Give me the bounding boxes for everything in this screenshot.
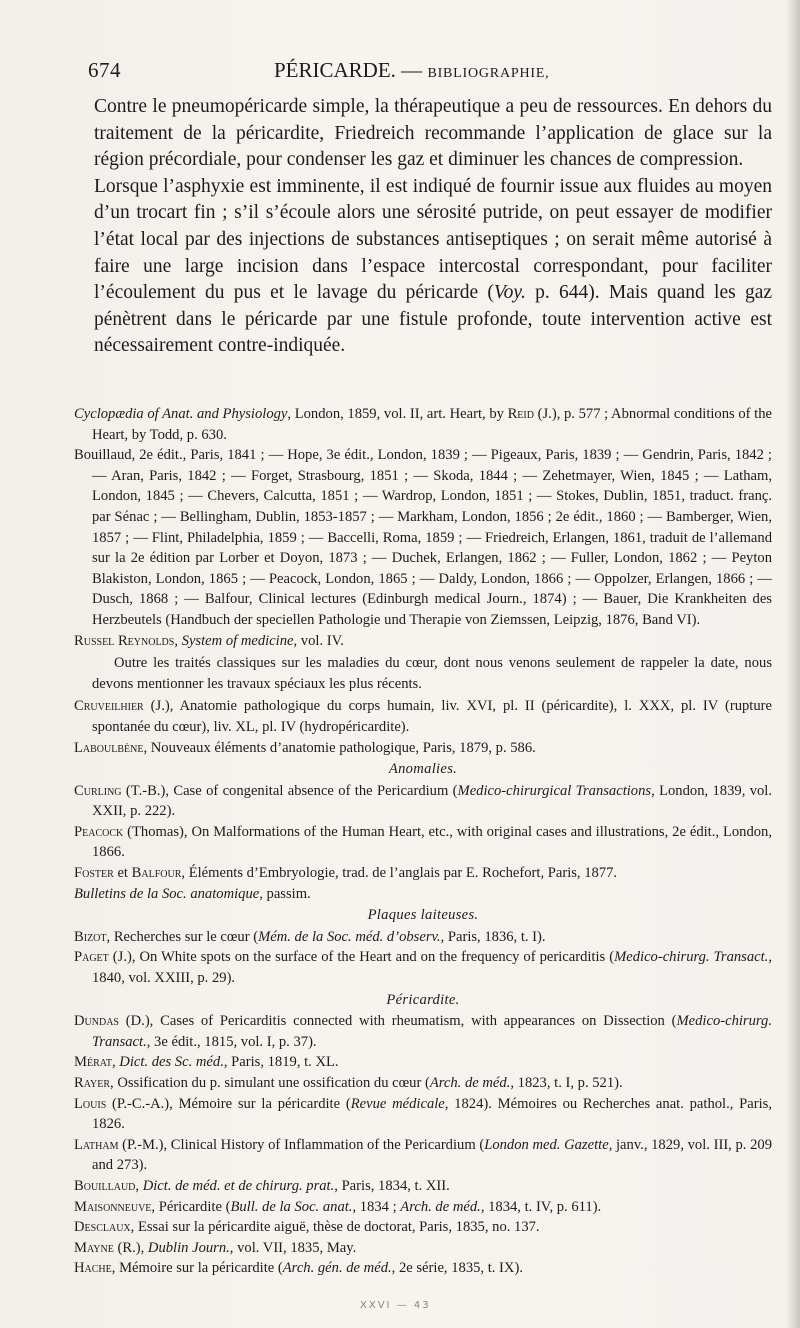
ref-author: Balfour xyxy=(131,865,182,882)
ref-bouillaud: Bouillaud, Dict. de méd. et de chirurg. prat., Paris, 1834, t. XII. xyxy=(74,1177,450,1194)
ref-title: Arch. de méd. xyxy=(429,1075,511,1091)
ref-title: London med. Gazette xyxy=(484,1136,609,1153)
ref-text: , passim. xyxy=(259,885,311,902)
ref-text: (D.), Cases of Pericarditis connected with rheumatism, with appearances on Dissection ( xyxy=(119,1013,677,1030)
ref-author: Hache xyxy=(74,1260,112,1277)
ref-author: Laboulbène xyxy=(74,739,144,756)
paragraph-2 xyxy=(94,174,772,360)
ref-author: Maisonneuve xyxy=(74,1198,152,1215)
section-heading-plaques: Plaques laiteuses. xyxy=(367,907,479,924)
ref-title: Dublin Journ. xyxy=(147,1239,230,1256)
ref-text: , 2e série, 1835, t. IX). xyxy=(391,1260,523,1277)
ref-author: Russel Reynolds xyxy=(74,632,175,649)
running-title-main: PÉRICARDE. — xyxy=(274,58,423,82)
ref-title: Cyclopædia of Anat. and Physiology xyxy=(74,406,288,422)
ref-latham xyxy=(74,1135,772,1176)
running-title-sub: BIBLIOGRAPHIE, xyxy=(427,66,550,81)
ref-text: , Nouveaux éléments d’anatomie pathologique, Paris, 1879, p. 586. xyxy=(143,739,536,756)
ref-text: (R.), xyxy=(113,1239,148,1256)
page-number: 674 xyxy=(88,58,121,82)
ref-title: Arch. de méd. xyxy=(400,1198,481,1215)
ref-author: Mayne xyxy=(74,1239,114,1256)
ref-text: , Mémoire sur la péricardite ( xyxy=(111,1260,283,1277)
ref-text: , 1824). Mémoires ou Recherches anat. pathol., Paris, 1826. xyxy=(92,1095,773,1133)
section-heading-anomalies: Anomalies. xyxy=(388,761,458,778)
ref-text: (P.-C.-A.), Mémoire sur la péricardite ( xyxy=(106,1095,351,1112)
ref-author: Bouillaud xyxy=(74,1177,136,1194)
running-header xyxy=(86,58,742,84)
ref-text: , vol. VII, 1835, May. xyxy=(229,1239,357,1256)
paragraph-2-voy: Voy. xyxy=(493,282,526,304)
ref-mayne xyxy=(74,1238,772,1259)
ref-paget xyxy=(74,947,772,988)
ref-text: (P.-M.), Clinical History of Inflammation of the Pericardium ( xyxy=(118,1136,485,1153)
ref-text: , janv., 1829, vol. III, p. 209 and 273). xyxy=(92,1136,772,1174)
ref-text: , 1840, vol. XXIII, p. 29). xyxy=(92,949,772,987)
ref-rayer xyxy=(74,1073,772,1094)
ref-author: Dundas xyxy=(74,1013,119,1030)
ref-title: Medico-chirurg. Transact. xyxy=(92,1013,772,1050)
ref-title: System of medicine xyxy=(181,632,294,649)
ref-title: Medico-chirurgical Transactions xyxy=(457,782,652,799)
ref-text: (J.), Anatomie pathologique du corps humain, liv. XVI, pl. II (péricardite), l. XXX, pl. IV (rupture spontanée du cœur), liv. XL, pl. IV (hydropéricardite). xyxy=(92,698,772,735)
ref-desclaux xyxy=(74,1217,772,1238)
ref-curling xyxy=(74,781,772,822)
ref-title: Arch. gén. de méd. xyxy=(282,1260,392,1277)
ref-reynolds: Russel Reynolds, System of medicine, vol. IV. xyxy=(74,632,344,649)
paragraph-1: Contre le pneumopéricarde simple, la thérapeutique a peu de ressources. En dehors du traitement de la péricardite, Friedreich recommande l’application de glace sur la région précordiale, pour condenser les gaz et diminuer les chances de compression. xyxy=(94,96,772,171)
ref-text: , vol. IV. xyxy=(293,632,344,649)
ref-text: , 1834, t. IV, p. 611). xyxy=(480,1198,602,1215)
ref-text: , Recherches sur le cœur ( xyxy=(106,928,259,945)
ref-title: Dict. des Sc. méd. xyxy=(119,1054,224,1071)
ref-text: (Thomas), On Malformations of the Human Heart, etc., with original cases and illustrations, 2e édit., London, 1866. xyxy=(92,823,772,861)
signature-mark: XXVI — 43 xyxy=(360,1300,431,1311)
ref-text: , Essai sur la péricardite aiguë, thèse de doctorat, Paris, 1835, no. 137. xyxy=(130,1219,540,1236)
ref-text: et xyxy=(113,865,132,882)
ref-cyclopaedia xyxy=(74,404,772,445)
running-title xyxy=(274,58,549,83)
ref-text: (J.), p. 577 ; Abnormal conditions of the Heart, by Todd, p. 630. xyxy=(92,406,773,443)
ref-title: Bulletins de la Soc. anatomique xyxy=(74,885,260,902)
ref-text: , 1834 ; xyxy=(352,1198,401,1215)
ref-author: Reid xyxy=(507,406,534,422)
ref-author: Curling xyxy=(74,782,122,799)
ref-foster-balfour xyxy=(74,863,772,884)
ref-author: Paget xyxy=(74,949,109,966)
paragraph-2-part-b: p. 644). Mais quand les gaz pénètrent dans le péricarde par une fistule profonde, toute intervention active est nécessairement contre-indiquée. xyxy=(94,282,773,357)
ref-title: Bull. de la Soc. anat. xyxy=(230,1198,353,1215)
ref-title: Revue médicale xyxy=(350,1095,445,1112)
section-heading-pericardite: Péricardite. xyxy=(386,991,460,1008)
ref-author: Latham xyxy=(74,1136,119,1153)
ref-author: Mérat xyxy=(74,1054,112,1071)
ref-author: Cruveilhier xyxy=(74,698,144,715)
ref-author: Bizot xyxy=(74,928,107,945)
ref-author: Foster xyxy=(74,865,114,882)
ref-merat: Mérat, Dict. des Sc. méd., Paris, 1819, t. XL. xyxy=(74,1054,339,1071)
ref-text: , Ossification du p. simulant une ossification du cœur ( xyxy=(110,1075,430,1091)
ref-peacock xyxy=(74,822,772,863)
ref-louis xyxy=(74,1094,772,1135)
ref-classic-treatises: Bouillaud, 2e édit., Paris, 1841 ; — Hope, 3e édit., London, 1839 ; — Pigeaux, Paris, 1839 ; — Gendrin, Paris, 1842 ; — Aran, Paris, 1842 ; — Forget, Strasbourg, 1851 ; — Skoda, 1844 ; — Zehetmayer, Wien, 1845 ; — Latham, London, 1845 ; — Chevers, Calcutta, 1851 ; — Wardrop, London, 1851 ; — Stokes, Dublin, 1851, traduct. franç. par Sénac ; — Bellingham, Dublin, 1853-1857 ; — Markham, London, 1856 ; 2e édit., 1860 ; — Bamberger, Wien, 1857 ; — Flint, Philadelphia, 1859 ; — Baccelli, Roma, 1859 ; — Friedreich, Erlangen, 1861, traduit de l’allemand sur la 2e édition par Lorber et Doyon, 1873 ; — Duchek, Erlangen, 1862 ; — Fuller, London, 1862 ; — Peyton Blakiston, London, 1865 ; — Peacock, London, 1865 ; — Daldy, London, 1866 ; — Oppolzer, Erlangen, 1866 ; — Dusch, 1868 ; — Balfour, Clinical lectures (Edinburgh medical Journ., 1874) ; — Bauer, Die Krankheiten des Herzbeutels (Handbuch der speciellen Pathologie und Therapie von Ziemssen, Leipzig, 1876, Band VI). xyxy=(74,447,772,628)
page-edge-shadow xyxy=(786,0,800,1328)
ref-laboulbene xyxy=(74,738,772,759)
ref-text: (T.-B.), Case of congenital absence of the Pericardium ( xyxy=(121,782,458,799)
ref-text: , London, 1859, vol. II, art. Heart, by xyxy=(287,406,508,422)
ref-author: Desclaux xyxy=(74,1219,131,1236)
ref-cruveilhier xyxy=(74,696,772,737)
ref-text: (J.), On White spots on the surface of the Heart and on the frequency of pericarditis ( xyxy=(108,949,615,966)
ref-title: Medico-chirurg. Transact. xyxy=(614,949,769,966)
ref-text: , 1823, t. I, p. 521). xyxy=(510,1075,623,1091)
ref-hache xyxy=(74,1258,772,1279)
paragraph-2-part-a: Lorsque l’asphyxie est imminente, il est indiqué de fournir issue aux fluides au moyen d’un trocart fin ; s’il s’écoule alors une sérosité putride, on peut essayer de modifier l’état local par des injections de substances antiseptiques ; on serait même autorisé à faire une large incision dans l’espace intercostal correspondant, pour faciliter l’écoulement du pus et le lavage du péricarde ( xyxy=(94,175,772,304)
ref-author: Peacock xyxy=(74,823,124,840)
ref-text: , Paris, 1836, t. I). xyxy=(440,928,546,945)
ref-text: , 3e édit., 1815, vol. I, p. 37). xyxy=(146,1033,317,1050)
ref-text: , Paris, 1834, t. XII. xyxy=(334,1177,450,1194)
ref-title: Dict. de méd. et de chirurg. prat. xyxy=(142,1177,335,1194)
ref-bulletins xyxy=(74,884,772,905)
ref-dundas xyxy=(74,1011,772,1052)
ref-text: , Éléments d’Embryologie, trad. de l’anglais par E. Rochefort, Paris, 1877. xyxy=(181,865,618,882)
main-text xyxy=(94,94,772,360)
ref-maisonneuve xyxy=(74,1197,772,1218)
ref-text: , Péricardite ( xyxy=(151,1198,231,1215)
ref-author: Rayer xyxy=(74,1075,111,1091)
ref-bizot xyxy=(74,927,772,948)
ref-text: , Paris, 1819, t. XL. xyxy=(223,1054,339,1071)
ref-text: , London, 1839, vol. XXII, p. 222). xyxy=(92,782,772,820)
ref-author: Louis xyxy=(74,1095,107,1112)
ref-title: Mém. de la Soc. méd. d’observ. xyxy=(258,928,441,945)
bibliography-note: Outre les traités classiques sur les maladies du cœur, dont nous venons seulement de rappeler la date, nous devons mentionner les travaux spéciaux les plus récents. xyxy=(92,655,772,692)
bibliography xyxy=(74,404,772,1279)
